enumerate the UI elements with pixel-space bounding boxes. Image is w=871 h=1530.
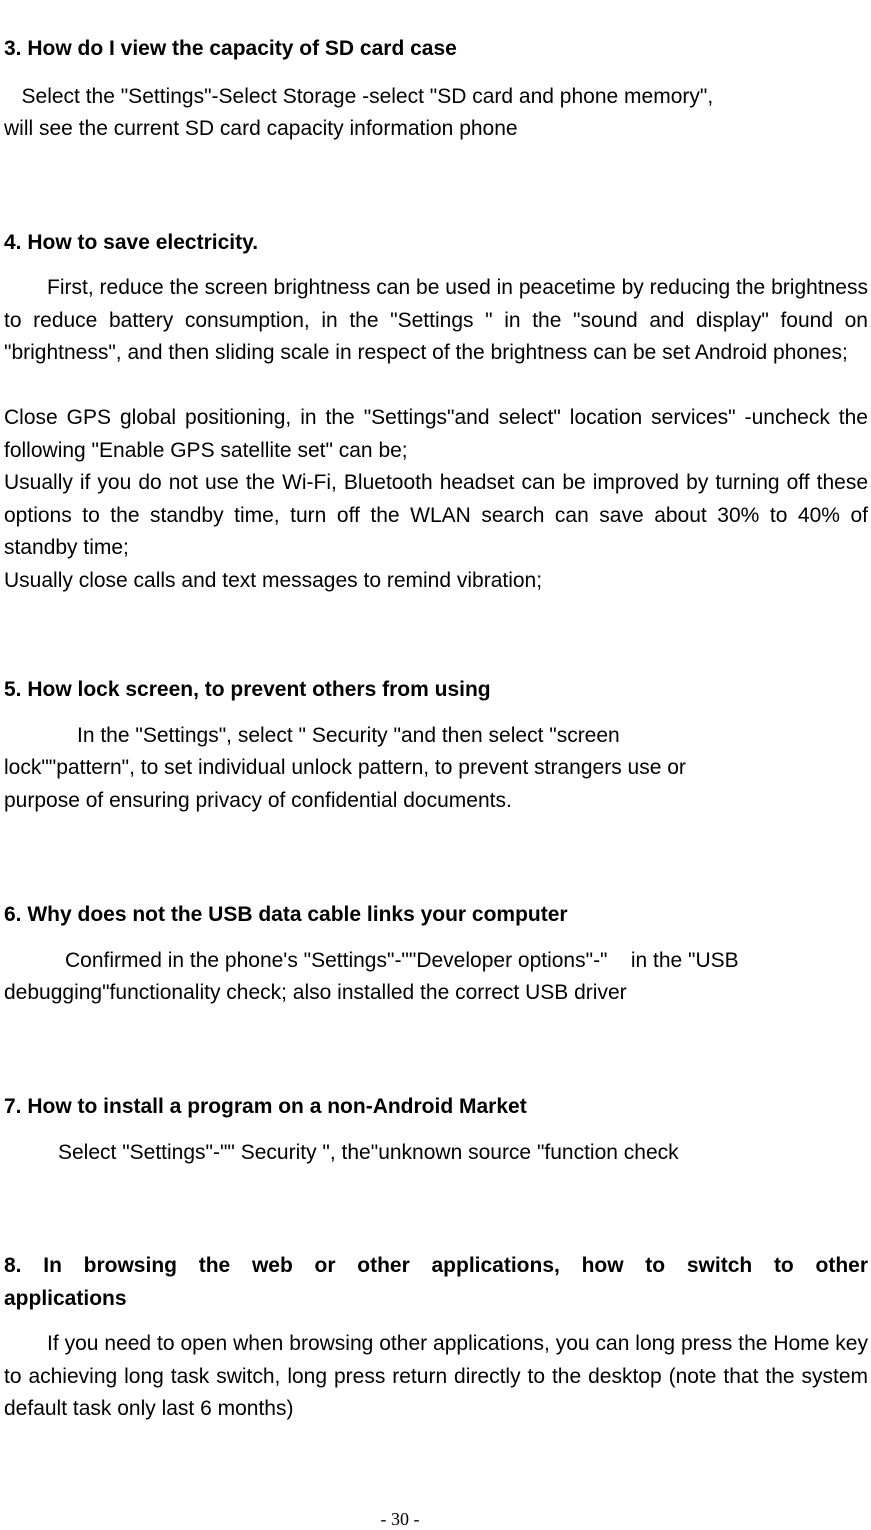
section-3-line-2: will see the current SD card capacity information phone <box>4 117 518 140</box>
section-5-line-1: In the "Settings", select " Security "and then select "screen <box>77 724 620 747</box>
section-7-heading: 7. How to install a program on a non-Android Market <box>4 1095 527 1118</box>
section-4-paragraph-3: Usually if you do not use the Wi-Fi, Bluetooth headset can be improved by turning off these options to the standby time, turn off the WLAN search can save about 30% to 40% of standby time; <box>4 471 868 559</box>
section-4-paragraph-2: Close GPS global positioning, in the "Settings"and select" location services" -uncheck the following "Enable GPS satellite set" can be; <box>4 406 868 462</box>
section-4-heading: 4. How to save electricity. <box>4 231 259 254</box>
section-3-heading: 3. How do I view the capacity of SD card case <box>4 37 457 60</box>
page-number: - 30 - <box>380 1509 420 1529</box>
section-6-line-1: Confirmed in the phone's "Settings"-""Developer options"-" in the "USB <box>65 949 739 972</box>
section-6-line-2: debugging"functionality check; also installed the correct USB driver <box>4 981 627 1004</box>
section-4-paragraph-1: First, reduce the screen brightness can be used in peacetime by reducing the brightness to reduce battery consumption, in the "Settings " in the "sound and display" found on "brightness", and then sliding scale in respect of the brightness can be set Android phones; <box>4 276 868 364</box>
section-5-line-2: lock""pattern", to set individual unlock pattern, to prevent strangers use or <box>4 756 686 779</box>
section-4-paragraph-4: Usually close calls and text messages to remind vibration; <box>4 569 543 592</box>
section-8-heading-line-2: applications <box>4 1287 127 1310</box>
section-7-line-1: Select "Settings"-"" Security ", the"unknown source "function check <box>58 1141 679 1164</box>
section-5-heading: 5. How lock screen, to prevent others from using <box>4 678 491 701</box>
section-8-paragraph-1: If you need to open when browsing other applications, you can long press the Home key to achieving long task switch, long press return directly to the desktop (note that the system default task only last 6 months) <box>4 1332 868 1420</box>
section-8-heading-line-1: 8. In browsing the web or other applications, how to switch to other <box>4 1254 868 1277</box>
section-3-line-1: Select the "Settings"-Select Storage -select "SD card and phone memory", <box>4 85 714 108</box>
section-6-heading: 6. Why does not the USB data cable links your computer <box>4 903 568 926</box>
section-5-line-3: purpose of ensuring privacy of confidential documents. <box>4 789 512 812</box>
